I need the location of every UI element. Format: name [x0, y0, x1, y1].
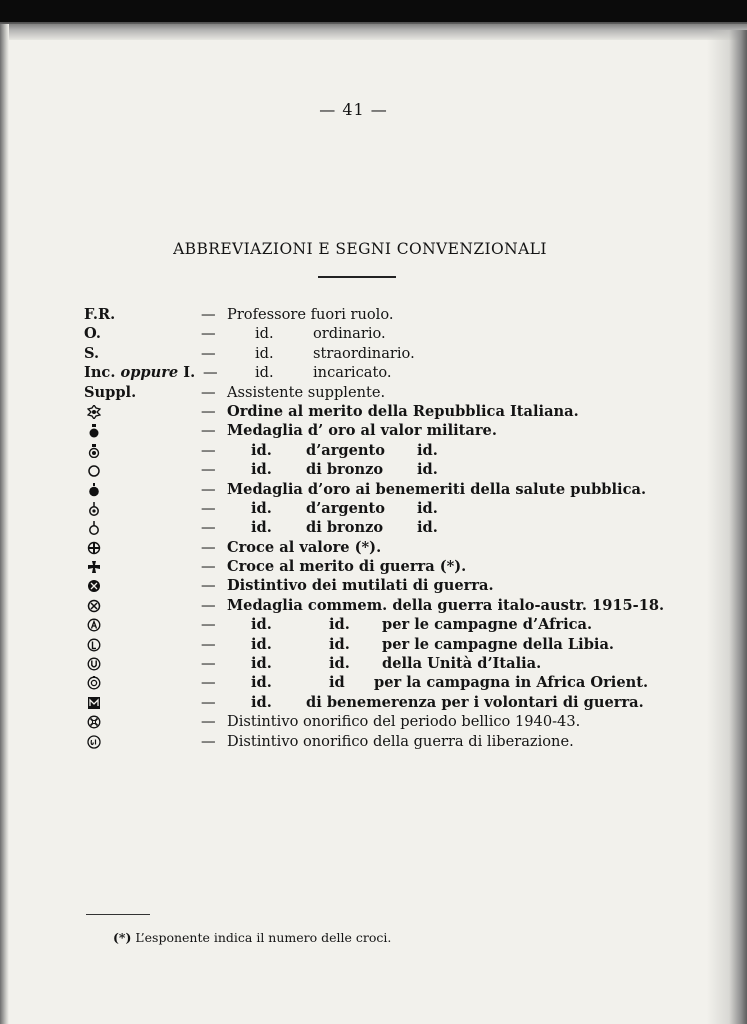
cross-war-merit-icon: [86, 559, 102, 575]
description: incaricato.: [313, 364, 392, 382]
description-id: id.: [417, 441, 438, 459]
description: Distintivo dei mutilati di guerra.: [227, 577, 494, 595]
description: Distintivo onorifico della guerra di liberazione.: [227, 732, 574, 750]
africa-medal-icon: [86, 617, 102, 633]
war-period-badge-icon: [86, 714, 102, 730]
description-id: id.: [251, 461, 272, 479]
description-id: id.: [251, 655, 272, 673]
list-item: [84, 596, 664, 615]
dash: —: [201, 655, 216, 673]
list-item: [84, 518, 664, 537]
description: Assistente supplente.: [227, 383, 386, 401]
dash: —: [201, 344, 216, 362]
list-item: [84, 344, 664, 363]
footnote: [113, 930, 391, 945]
dash: —: [201, 441, 216, 459]
description: Medaglia commem. della guerra italo-austr. 1915-18.: [227, 596, 665, 614]
list-item: [84, 538, 664, 557]
list-item: [84, 402, 664, 421]
description: d’argento: [306, 441, 386, 459]
scan-right-edge: [707, 30, 747, 1024]
mutilated-badge-icon: [86, 578, 102, 594]
list-item: [84, 557, 664, 576]
description-id: id.: [251, 519, 272, 537]
list-item: [84, 383, 664, 402]
description-id: id.: [417, 519, 438, 537]
silver-medal-icon: [86, 443, 102, 459]
health-silver-medal-icon: [86, 501, 102, 517]
dash: —: [201, 480, 216, 498]
health-gold-medal-icon: [86, 482, 102, 498]
footnote-divider: [86, 914, 150, 915]
list-item: [84, 363, 664, 382]
description: di bronzo: [306, 519, 384, 537]
description-id: id.: [329, 655, 350, 673]
dash: —: [201, 383, 216, 401]
abbreviation: O.: [84, 325, 101, 343]
dash: —: [201, 519, 216, 537]
description-id: id.: [251, 616, 272, 634]
title-underline: [318, 276, 396, 278]
footnote-marker: (*): [113, 930, 132, 945]
list-item: [84, 576, 664, 595]
abbreviation: S.: [84, 344, 100, 362]
description-id: id.: [251, 693, 272, 711]
description: Croce al merito di guerra (*).: [227, 558, 467, 576]
list-item: [84, 324, 664, 343]
list-item: [84, 615, 664, 634]
dash: —: [201, 402, 216, 420]
dash: —: [201, 596, 216, 614]
description-id: id.: [255, 364, 274, 382]
description-id: id.: [251, 441, 272, 459]
abbreviation: F.R.: [84, 306, 116, 323]
scan-top-border: [0, 0, 747, 24]
description: per la campagna in Africa Orient.: [374, 674, 649, 692]
dash: —: [201, 713, 216, 731]
health-bronze-medal-icon: [86, 520, 102, 536]
scan-top-noise: [0, 22, 747, 40]
list-item: [84, 693, 664, 712]
list-item: [84, 441, 664, 460]
description-id: id.: [251, 674, 272, 692]
description-id: id.: [251, 499, 272, 517]
list-item: [84, 712, 664, 731]
libya-medal-icon: [86, 637, 102, 653]
description-id: id.: [255, 344, 274, 362]
gold-medal-icon: [86, 423, 102, 439]
description: d’argento: [306, 499, 386, 517]
description-id: id.: [417, 499, 438, 517]
dash: —: [201, 674, 216, 692]
description: per le campagne della Libia.: [382, 635, 614, 653]
description: Croce al valore (*).: [227, 538, 382, 556]
liberation-badge-icon: [86, 734, 102, 750]
list-item: [84, 460, 664, 479]
description: Distintivo onorifico del periodo bellico 1940-43.: [227, 713, 581, 731]
list-item: [84, 654, 664, 673]
abbreviation: Suppl.: [84, 383, 137, 401]
description-id: id.: [329, 616, 350, 634]
abbreviation: Inc. oppure I.: [84, 364, 196, 382]
description: Medaglia d’oro ai benemeriti della salute pubblica.: [227, 480, 647, 498]
description: di bronzo: [306, 461, 384, 479]
description: ordinario.: [313, 325, 386, 343]
description-id: id.: [329, 635, 350, 653]
list-item: [84, 421, 664, 440]
dash: —: [203, 364, 218, 382]
bronze-medal-icon: [86, 462, 102, 478]
list-item: [84, 732, 664, 751]
dash: —: [201, 422, 216, 440]
description: Professore fuori ruolo.: [227, 306, 394, 323]
description-id: id.: [417, 461, 438, 479]
dash: —: [201, 635, 216, 653]
list-item: [84, 480, 664, 499]
dash: —: [201, 325, 216, 343]
dash: —: [201, 461, 216, 479]
list-item: [84, 305, 664, 324]
description: per le campagne d’Africa.: [382, 616, 593, 634]
unity-medal-icon: [86, 656, 102, 672]
footnote-text: L’esponente indica il numero delle croci.: [135, 930, 392, 945]
dash: —: [201, 732, 216, 750]
cross-valor-icon: [86, 540, 102, 556]
order-merit-icon: [86, 404, 102, 420]
page-number: — 41 —: [319, 100, 388, 119]
dash: —: [201, 693, 216, 711]
description-id: id.: [251, 635, 272, 653]
dash: —: [201, 616, 216, 634]
list-item: [84, 673, 664, 692]
list-item: [84, 635, 664, 654]
description: Ordine al merito della Repubblica Italiana.: [227, 402, 579, 420]
east-africa-medal-icon: [86, 675, 102, 691]
description-id: id: [329, 674, 345, 692]
dash: —: [201, 306, 216, 323]
description: della Unità d’Italia.: [382, 655, 542, 673]
abbreviations-list: [84, 305, 664, 751]
dash: —: [201, 499, 216, 517]
description-id: id.: [255, 325, 274, 343]
dash: —: [201, 577, 216, 595]
dash: —: [201, 538, 216, 556]
commemorative-medal-icon: [86, 598, 102, 614]
description: di benemerenza per i volontari di guerra.: [306, 693, 644, 711]
scan-left-shadow: [0, 24, 9, 1024]
page-title: ABBREVIAZIONI E SEGNI CONVENZIONALI: [173, 240, 547, 258]
dash: —: [201, 558, 216, 576]
description: Medaglia d’ oro al valor militare.: [227, 422, 497, 440]
description: straordinario.: [313, 344, 415, 362]
list-item: [84, 499, 664, 518]
volunteer-medal-icon: [86, 695, 102, 711]
